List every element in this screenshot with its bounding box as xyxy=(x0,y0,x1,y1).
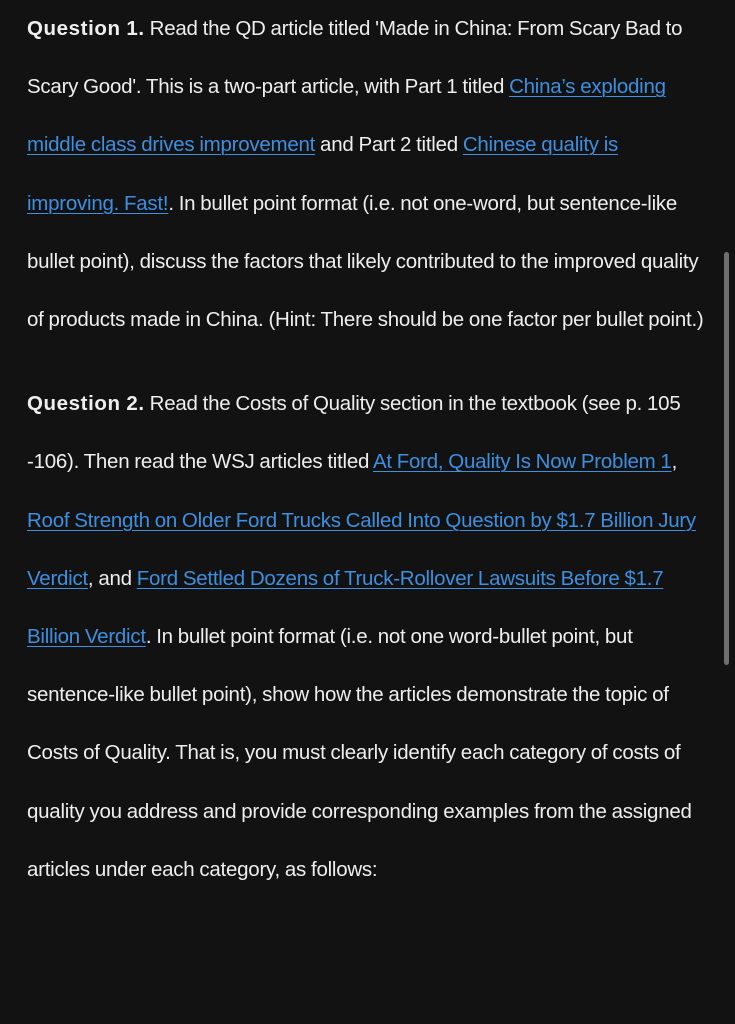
document-body xyxy=(27,0,713,899)
question-2-separator-2: , and xyxy=(87,566,137,590)
question-2-outro-text: . In bullet point format (i.e. not one word-bullet point, but sentence-like bullet point), show how the articles demonstrate the topic of Costs of Quality. That is, you must clearly identify each category of costs of quality you address and provide corresponding examples from the assigned articles under each category, as follows: xyxy=(27,625,692,881)
question-1-intro-text: Read the QD article titled 'Made in China: From Scary Bad to Scary Good'. This is a two-part article, with Part 1 titled xyxy=(27,17,683,99)
question-2-intro-text: Read the Costs of Quality section in the textbook (see p. 105 -106). Then read the WSJ articles titled xyxy=(27,392,681,474)
question-1-mid-text: and Part 2 titled xyxy=(315,133,463,157)
question-1-outro-text: . In bullet point format (i.e. not one-word, but sentence-like bullet point), discuss the factors that likely contributed to the improved quality of products made in China. (Hint: There should be one factor per bullet point.) xyxy=(27,191,704,332)
link-ford-quality-problem[interactable]: At Ford, Quality Is Now Problem 1 xyxy=(372,450,672,474)
question-2-separator-1: , xyxy=(671,450,678,474)
link-china-middle-class[interactable]: China’s exploding middle class drives improvement xyxy=(27,75,666,157)
question-1-label: Question 1. xyxy=(27,17,145,40)
link-roof-strength-ford-trucks[interactable]: Roof Strength on Older Ford Trucks Called Into Question by $1.7 Billion Jury Verdict xyxy=(27,508,696,590)
question-1-paragraph xyxy=(27,0,713,349)
link-chinese-quality-improving[interactable]: Chinese quality is improving. Fast! xyxy=(27,133,619,215)
question-2-paragraph xyxy=(27,375,713,899)
link-ford-settled-lawsuits[interactable]: Ford Settled Dozens of Truck-Rollover Lawsuits Before $1.7 Billion Verdict xyxy=(27,566,664,649)
question-2-label: Question 2. xyxy=(27,392,145,416)
vertical-scrollbar[interactable] xyxy=(724,252,729,665)
